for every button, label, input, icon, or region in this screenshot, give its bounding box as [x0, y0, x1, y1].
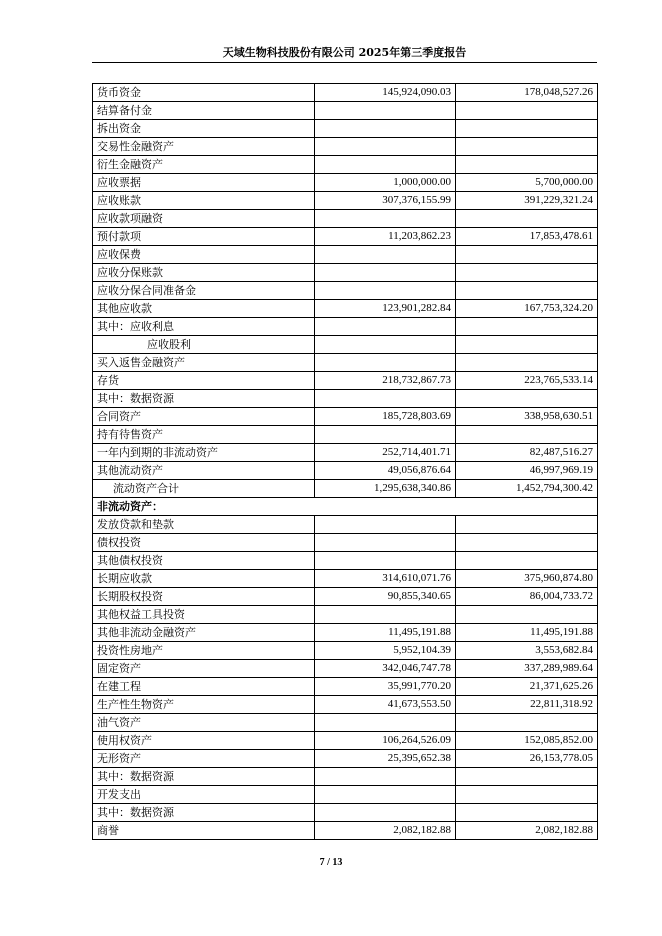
value-current-period: 5,952,104.39 [315, 642, 456, 660]
value-prior-period: 22,811,318.92 [456, 696, 598, 714]
row-label: 其中：应收利息 [93, 318, 315, 336]
value-prior-period: 5,700,000.00 [456, 174, 598, 192]
value-current-period: 1,295,638,340.86 [315, 480, 456, 498]
value-current-period: 25,395,652.38 [315, 750, 456, 768]
row-label: 使用权资产 [93, 732, 315, 750]
value-prior-period [456, 336, 598, 354]
value-prior-period: 46,997,969.19 [456, 462, 598, 480]
table-row [93, 822, 598, 840]
value-prior-period: 1,452,794,300.42 [456, 480, 598, 498]
value-current-period [315, 138, 456, 156]
row-label: 应收分保合同准备金 [93, 282, 315, 300]
table-row [93, 246, 598, 264]
value-current-period [315, 156, 456, 174]
table-row [93, 768, 598, 786]
table-row [93, 336, 598, 354]
value-prior-period [456, 354, 598, 372]
table-row [93, 264, 598, 282]
value-current-period [315, 426, 456, 444]
value-prior-period: 11,495,191.88 [456, 624, 598, 642]
value-current-period: 35,991,770.20 [315, 678, 456, 696]
value-prior-period: 21,371,625.26 [456, 678, 598, 696]
value-current-period [315, 264, 456, 282]
report-header: 天域生物科技股份有限公司 2025年第三季度报告 [92, 44, 597, 63]
table-row [93, 174, 598, 192]
table-row [93, 138, 598, 156]
table-row [93, 714, 598, 732]
value-current-period [315, 534, 456, 552]
row-label: 其他应收款 [93, 300, 315, 318]
row-label: 货币资金 [93, 84, 315, 102]
value-prior-period [456, 138, 598, 156]
table-row [93, 480, 598, 498]
row-label: 固定资产 [93, 660, 315, 678]
table-row [93, 552, 598, 570]
value-current-period [315, 354, 456, 372]
row-label: 预付款项 [93, 228, 315, 246]
value-current-period [315, 246, 456, 264]
value-prior-period [456, 264, 598, 282]
row-label: 其他权益工具投资 [93, 606, 315, 624]
value-prior-period [456, 714, 598, 732]
value-current-period [315, 714, 456, 732]
value-prior-period [456, 804, 598, 822]
value-prior-period [456, 102, 598, 120]
table-row [93, 210, 598, 228]
value-prior-period [456, 120, 598, 138]
value-current-period [315, 120, 456, 138]
table-row [93, 444, 598, 462]
table-row [93, 606, 598, 624]
table-row [93, 354, 598, 372]
row-label: 在建工程 [93, 678, 315, 696]
value-current-period [315, 768, 456, 786]
value-current-period: 41,673,553.50 [315, 696, 456, 714]
table-row [93, 624, 598, 642]
value-current-period [315, 606, 456, 624]
row-label: 无形资产 [93, 750, 315, 768]
row-label: 其他非流动金融资产 [93, 624, 315, 642]
value-current-period: 123,901,282.84 [315, 300, 456, 318]
value-prior-period: 86,004,733.72 [456, 588, 598, 606]
value-prior-period: 391,229,321.24 [456, 192, 598, 210]
row-label: 长期股权投资 [93, 588, 315, 606]
value-current-period [315, 516, 456, 534]
table-row [93, 750, 598, 768]
value-current-period: 218,732,867.73 [315, 372, 456, 390]
table-row [93, 786, 598, 804]
table-row [93, 660, 598, 678]
table-row [93, 228, 598, 246]
value-current-period: 185,728,803.69 [315, 408, 456, 426]
table-row [93, 804, 598, 822]
row-label: 发放贷款和垫款 [93, 516, 315, 534]
value-current-period [315, 282, 456, 300]
value-current-period [315, 318, 456, 336]
value-current-period [315, 786, 456, 804]
value-current-period: 252,714,401.71 [315, 444, 456, 462]
value-current-period [315, 102, 456, 120]
table-row [93, 192, 598, 210]
row-label: 债权投资 [93, 534, 315, 552]
row-label: 开发支出 [93, 786, 315, 804]
value-current-period: 2,082,182.88 [315, 822, 456, 840]
value-prior-period [456, 768, 598, 786]
row-label: 衍生金融资产 [93, 156, 315, 174]
value-prior-period: 3,553,682.84 [456, 642, 598, 660]
row-label: 其中：数据资源 [93, 804, 315, 822]
row-label: 应收分保账款 [93, 264, 315, 282]
value-current-period [315, 804, 456, 822]
table-row [93, 408, 598, 426]
table-row [93, 156, 598, 174]
balance-sheet-table [92, 83, 598, 840]
value-current-period: 11,203,862.23 [315, 228, 456, 246]
value-current-period: 49,056,876.64 [315, 462, 456, 480]
row-label: 买入返售金融资产 [93, 354, 315, 372]
table-row [93, 426, 598, 444]
row-label: 应收保费 [93, 246, 315, 264]
value-prior-period: 337,289,989.64 [456, 660, 598, 678]
value-prior-period: 375,960,874.80 [456, 570, 598, 588]
table-row [93, 498, 598, 516]
value-prior-period: 223,765,533.14 [456, 372, 598, 390]
value-current-period [315, 552, 456, 570]
table-row [93, 84, 598, 102]
table-row [93, 390, 598, 408]
row-label: 应收票据 [93, 174, 315, 192]
page-number: 7 / 13 [319, 857, 343, 868]
value-current-period: 90,855,340.65 [315, 588, 456, 606]
row-label: 投资性房地产 [93, 642, 315, 660]
row-label: 商誉 [93, 822, 315, 840]
row-label: 一年内到期的非流动资产 [93, 444, 315, 462]
table-row [93, 678, 598, 696]
row-label: 流动资产合计 [93, 480, 315, 498]
value-current-period: 307,376,155.99 [315, 192, 456, 210]
row-label: 拆出资金 [93, 120, 315, 138]
row-label: 应收股利 [93, 336, 315, 354]
value-prior-period [456, 516, 598, 534]
table-row [93, 642, 598, 660]
value-current-period [315, 390, 456, 408]
table-row [93, 516, 598, 534]
row-label: 结算备付金 [93, 102, 315, 120]
value-prior-period [456, 390, 598, 408]
row-label: 交易性金融资产 [93, 138, 315, 156]
row-label: 其他债权投资 [93, 552, 315, 570]
value-prior-period [456, 552, 598, 570]
value-current-period [315, 336, 456, 354]
value-current-period: 1,000,000.00 [315, 174, 456, 192]
row-label: 合同资产 [93, 408, 315, 426]
table-row [93, 534, 598, 552]
value-prior-period: 167,753,324.20 [456, 300, 598, 318]
value-prior-period [456, 318, 598, 336]
value-prior-period: 82,487,516.27 [456, 444, 598, 462]
value-prior-period: 2,082,182.88 [456, 822, 598, 840]
value-current-period: 106,264,526.09 [315, 732, 456, 750]
value-current-period: 342,046,747.78 [315, 660, 456, 678]
value-prior-period: 178,048,527.26 [456, 84, 598, 102]
row-label: 生产性生物资产 [93, 696, 315, 714]
table-row [93, 732, 598, 750]
row-label: 油气资产 [93, 714, 315, 732]
row-label: 持有待售资产 [93, 426, 315, 444]
row-label: 长期应收款 [93, 570, 315, 588]
value-current-period [315, 210, 456, 228]
table-row [93, 570, 598, 588]
row-label: 应收账款 [93, 192, 315, 210]
row-label: 其中：数据资源 [93, 768, 315, 786]
value-prior-period [456, 786, 598, 804]
table-row [93, 282, 598, 300]
table-row [93, 696, 598, 714]
value-prior-period: 26,153,778.05 [456, 750, 598, 768]
table-row [93, 102, 598, 120]
value-current-period: 314,610,071.76 [315, 570, 456, 588]
table-row [93, 300, 598, 318]
table-row [93, 462, 598, 480]
value-prior-period [456, 156, 598, 174]
table-row [93, 588, 598, 606]
table-row [93, 120, 598, 138]
value-prior-period [456, 246, 598, 264]
value-prior-period: 17,853,478.61 [456, 228, 598, 246]
value-prior-period [456, 282, 598, 300]
value-prior-period [456, 534, 598, 552]
table-row [93, 318, 598, 336]
value-prior-period [456, 210, 598, 228]
table-row [93, 372, 598, 390]
value-current-period: 145,924,090.03 [315, 84, 456, 102]
row-label: 其他流动资产 [93, 462, 315, 480]
value-prior-period: 338,958,630.51 [456, 408, 598, 426]
row-label: 其中：数据资源 [93, 390, 315, 408]
balance-sheet-rows [93, 84, 598, 840]
row-label: 存货 [93, 372, 315, 390]
row-label: 应收款项融资 [93, 210, 315, 228]
value-current-period: 11,495,191.88 [315, 624, 456, 642]
section-heading: 非流动资产： [93, 498, 598, 516]
value-prior-period: 152,085,852.00 [456, 732, 598, 750]
value-prior-period [456, 606, 598, 624]
value-prior-period [456, 426, 598, 444]
